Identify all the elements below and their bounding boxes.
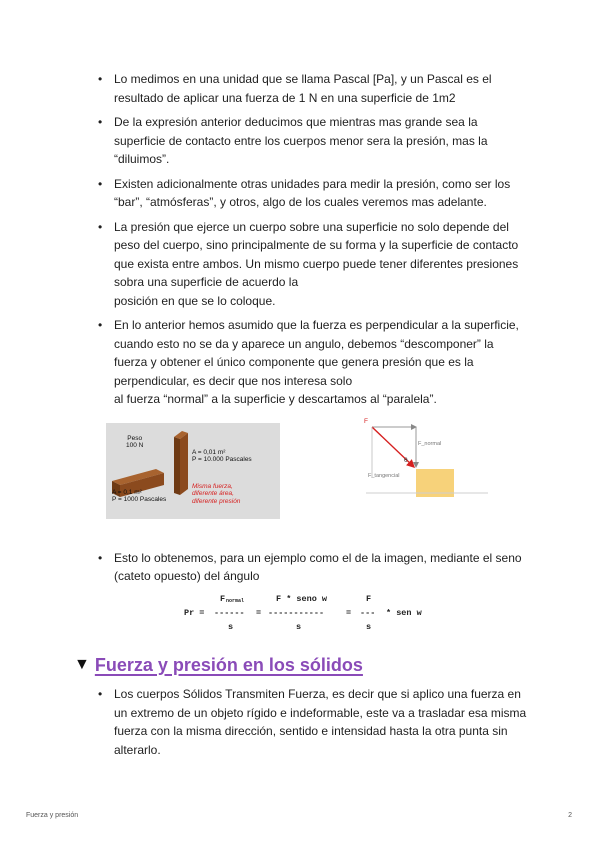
formula-frac1-sub: normal <box>226 597 245 604</box>
force-label: F <box>364 417 368 425</box>
bullet-list <box>96 70 536 409</box>
weight-label: Peso 100 N <box>126 434 144 449</box>
list-item: • Lo medimos en una unidad que se llama Pascal [Pa], y un Pascal es el resultado de aplicar una fuerza de 1 N en una superficie de 1m2 <box>96 70 536 107</box>
formula-frac1-bar: ------ <box>214 607 245 618</box>
formula-frac3-den: s <box>366 621 372 632</box>
section-heading[interactable] <box>74 654 363 676</box>
formula-eq1: = <box>256 607 262 618</box>
formula-frac2-den: s <box>296 621 302 632</box>
bullet-list-angle <box>96 549 536 586</box>
list-item: • En lo anterior hemos asumido que la fuerza es perpendicular a la superficie, cuando esto no se da y aparece un angulo, debemos “descomponer” la fuerza y obtener el único componente que genera presión que es la perpendicular, es decir que nos interesa solo al fuerza “normal” a la superficie y descartamos al “paralela”. <box>96 316 536 409</box>
list-item: • La presión que ejerce un cuerpo sobre una superficie no solo depende del peso del cuerpo, sino principalmente de su forma y la superficie de contacto que exista entre ambos. Un mismo cuerpo puede tener diferentes presiones sobra una superficie de acuerdo la posición en que se lo coloque. <box>96 218 536 311</box>
figures-row <box>96 417 536 545</box>
comparison-caption: Misma fuerza, diferente área, diferente presión <box>192 482 241 505</box>
large-area-values: A = 0,1 m² P = 1000 Pascales <box>112 488 167 503</box>
angle-label: θ <box>404 456 408 464</box>
force-decomposition-diagram <box>364 417 494 537</box>
formula-frac3-num: F <box>366 593 372 604</box>
standing-block-side <box>174 437 180 495</box>
pressure-formula <box>96 592 536 638</box>
pressure-blocks-illustration <box>106 423 280 519</box>
formula-tail: * sen w <box>386 607 422 618</box>
section-title: Fuerza y presión en los sólidos <box>94 654 363 675</box>
list-item: • Los cuerpos Sólidos Transmiten Fuerza, es decir que si aplico una fuerza en un extremo de un objeto rígido e indeformable, este va a trasladar esa misma fuerza con la misma dirección, sentido e intensidad hasta la otra punta sin alterarlo. <box>96 685 536 759</box>
list-item: • Existen adicionalmente otras unidades para medir la presión, como ser los “bar”, “atmósferas”, y otros, algo de los cuales veremos mas adelante. <box>96 175 536 212</box>
bullet-list-solids <box>96 685 536 759</box>
formula-frac2-num: F * seno w <box>276 593 328 604</box>
formula-frac3-bar: --- <box>360 607 376 618</box>
collapse-triangle-icon[interactable]: ▼ <box>74 656 90 673</box>
formula-frac1-num: F <box>220 593 226 604</box>
formula-lhs: Pr = <box>184 607 205 618</box>
main-content <box>96 70 536 638</box>
tangential-force-label: F_tangencial <box>368 472 400 479</box>
footer-title: Fuerza y presión <box>26 812 79 819</box>
formula-frac1-den: s <box>228 621 234 632</box>
list-item: • Esto lo obtenemos, para un ejemplo como el de la imagen, mediante el seno (cateto opuesto) del ángulo <box>96 549 536 586</box>
standing-block-front <box>180 433 188 495</box>
page-number: 2 <box>568 812 572 819</box>
small-area-values: A = 0,01 m² P = 10.000 Pascales <box>192 448 252 463</box>
formula-eq2: = <box>346 607 352 618</box>
formula-frac2-bar: ----------- <box>268 607 325 618</box>
normal-force-label: F_normal <box>418 440 442 447</box>
list-item: • De la expresión anterior deducimos que mientras mas grande sea la superficie de contacto entre los cuerpos menor sera la presión, mas la “diluimos”. <box>96 113 536 169</box>
section-content <box>96 685 536 765</box>
